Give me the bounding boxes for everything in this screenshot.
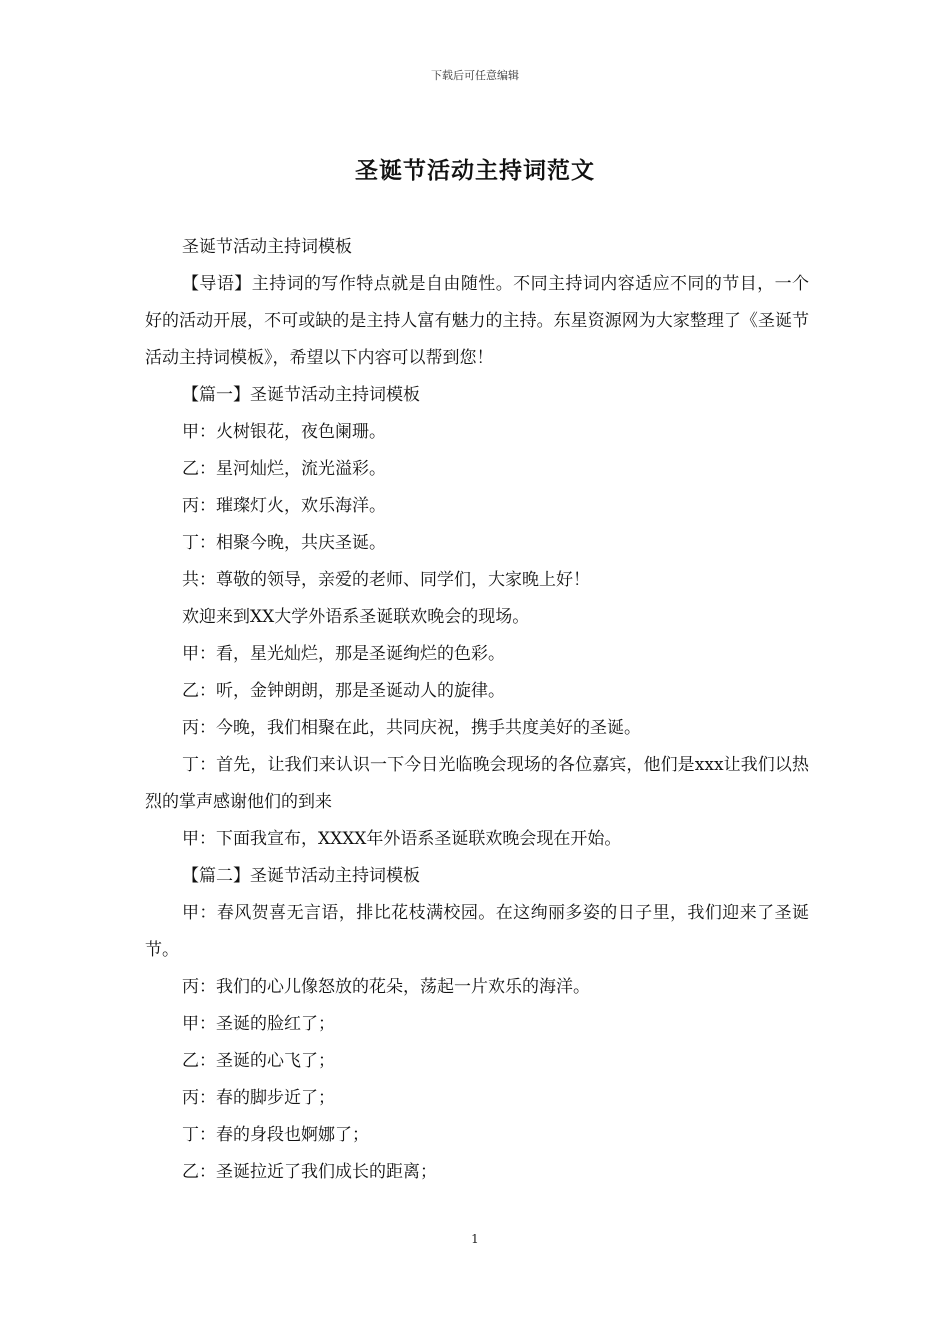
paragraph: 乙：圣诞的心飞了； xyxy=(182,1051,335,1071)
paragraph: 共：尊敬的领导，亲爱的老师、同学们，大家晚上好！ xyxy=(182,570,590,590)
paragraph: 甲：火树银花，夜色阑珊。 xyxy=(182,422,386,442)
document-title: 圣诞节活动主持词范文 xyxy=(355,157,595,184)
paragraph: 丙：我们的心儿像怒放的花朵，荡起一片欢乐的海洋。 xyxy=(182,977,590,997)
document-body xyxy=(145,229,809,1191)
paragraph: 乙：听，金钟朗朗，那是圣诞动人的旋律。 xyxy=(182,681,505,701)
paragraph: 圣诞节活动主持词模板 xyxy=(182,237,352,257)
paragraph: 甲：看，星光灿烂，那是圣诞绚烂的色彩。 xyxy=(182,644,505,664)
page-header: 下载后可任意编辑 xyxy=(431,69,519,82)
paragraph: 甲：圣诞的脸红了； xyxy=(182,1014,335,1034)
paragraph: 丙：璀璨灯火，欢乐海洋。 xyxy=(182,496,386,516)
paragraph: 欢迎来到XX大学外语系圣诞联欢晚会的现场。 xyxy=(182,607,530,627)
paragraph: 丁：春的身段也婀娜了； xyxy=(182,1125,369,1145)
paragraph: 丁：相聚今晚，共庆圣诞。 xyxy=(182,533,386,553)
paragraph: 丙：春的脚步近了； xyxy=(182,1088,335,1108)
paragraph: 丁：首先，让我们来认识一下今日光临晚会现场的各位嘉宾，他们是xxx让我们以热烈的掌声感谢他们的到来 xyxy=(145,755,809,812)
paragraph: 乙：星河灿烂，流光溢彩。 xyxy=(182,459,386,479)
paragraph: 【篇一】圣诞节活动主持词模板 xyxy=(182,385,420,405)
paragraph: 甲：春风贺喜无言语，排比花枝满校园。在这绚丽多姿的日子里，我们迎来了圣诞节。 xyxy=(145,903,809,960)
paragraph: 【导语】主持词的写作特点就是自由随性。不同主持词内容适应不同的节目，一个好的活动开展，不可或缺的是主持人富有魅力的主持。东星资源网为大家整理了《圣诞节活动主持词模板》，希望以下内容可以帮到您！ xyxy=(145,274,809,368)
paragraph: 【篇二】圣诞节活动主持词模板 xyxy=(182,866,420,886)
paragraph: 丙：今晚，我们相聚在此，共同庆祝，携手共度美好的圣诞。 xyxy=(182,718,641,738)
page-number: 1 xyxy=(471,1232,479,1246)
paragraph: 乙：圣诞拉近了我们成长的距离； xyxy=(182,1162,437,1182)
paragraph: 甲：下面我宣布，XXXX年外语系圣诞联欢晚会现在开始。 xyxy=(182,829,622,849)
